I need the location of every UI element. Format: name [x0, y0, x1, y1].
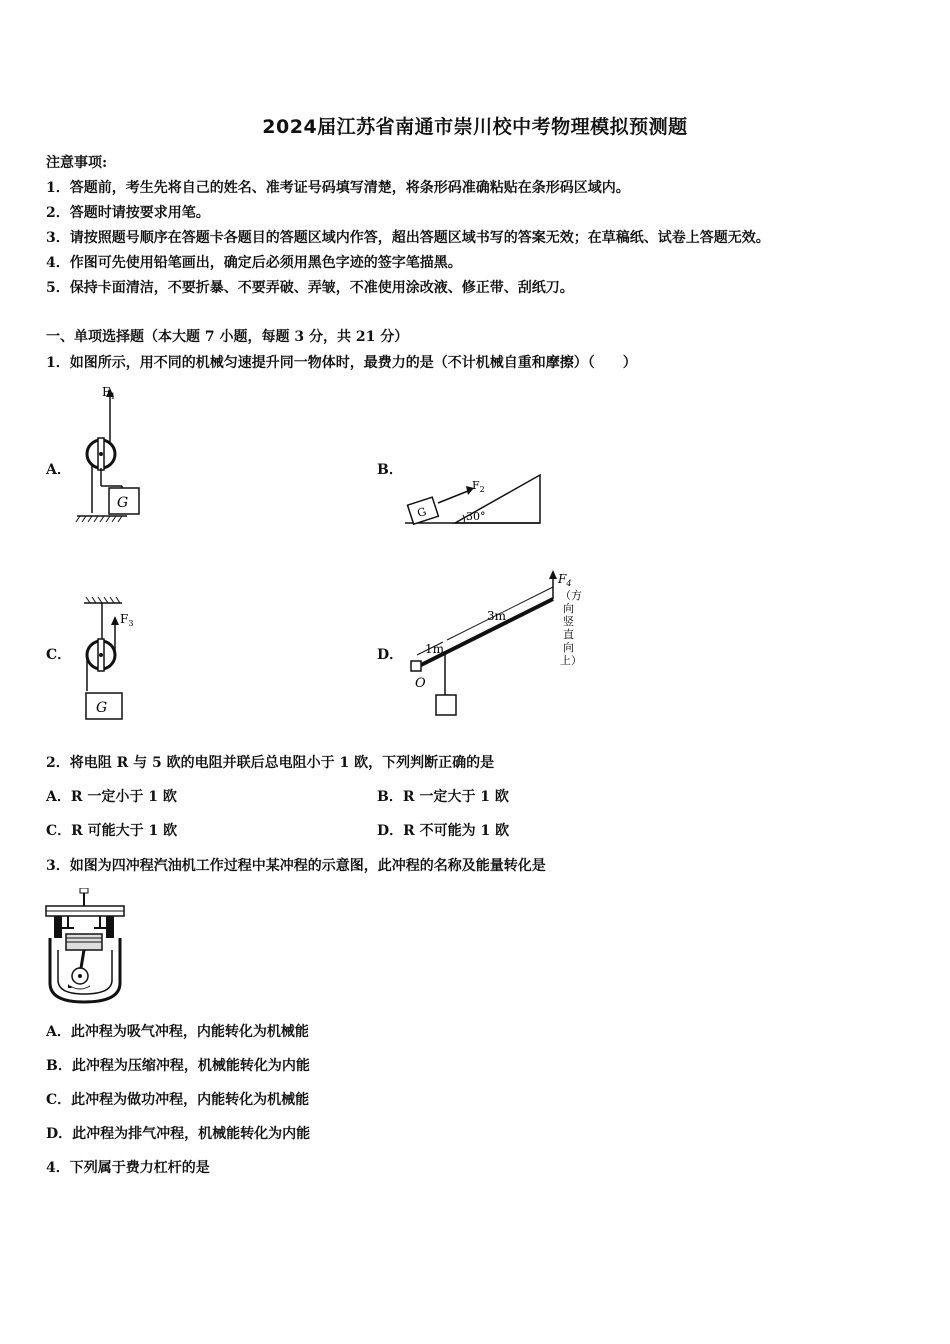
figure-engine-stroke	[44, 888, 126, 1006]
force-note-1: （方	[560, 589, 582, 602]
figure-b-inclined-plane	[400, 465, 545, 530]
q3-option-a: A．此冲程为吸气冲程，内能转化为机械能	[46, 1024, 309, 1040]
figure-c-fixed-pulley	[72, 597, 152, 725]
force-note-3: 竖	[563, 615, 574, 628]
force-note-2: 向	[563, 602, 574, 615]
q3-option-d: D．此冲程为排气冲程，机械能转化为内能	[46, 1126, 311, 1142]
pivot-label: O	[415, 676, 426, 691]
length-short-label: 1m	[425, 642, 445, 656]
force-f2-label: $F_2$	[472, 479, 485, 494]
q2-option-d: D．R 不可能为 1 欧	[377, 823, 510, 839]
force-f3-label: $F_3$	[120, 612, 134, 628]
question-4-stem: 4．下列属于费力杠杆的是	[46, 1160, 210, 1176]
q3-option-c: C．此冲程为做功冲程，内能转化为机械能	[46, 1092, 310, 1108]
weight-label-c: G	[96, 700, 108, 716]
force-f1-label: $F_1$	[102, 385, 116, 401]
length-long-label: 3m	[487, 609, 507, 623]
notice-item-3: 3．请按照题号顺序在答题卡各题目的答题区域内作答，超出答题区域书写的答案无效；在草稿纸、试卷上答题无效。	[46, 230, 770, 246]
weight-block-d	[436, 695, 456, 715]
q1-option-a-label: A．	[46, 462, 71, 478]
figure-d-lever	[405, 565, 585, 725]
weight-label-a: G	[117, 495, 129, 511]
question-2-stem: 2．将电阻 R 与 5 欧的电阻并联后总电阻小于 1 欧，下列判断正确的是	[46, 755, 495, 771]
notice-item-2: 2．答题时请按要求用笔。	[46, 205, 210, 221]
notice-item-4: 4．作图可先使用铅笔画出，确定后必须用黑色字迹的签字笔描黑。	[46, 255, 462, 271]
force-f4-label: $F_4$	[558, 572, 572, 588]
question-1-stem: 1．如图所示，用不同的机械匀速提升同一物体时，最费力的是（不计机械自重和摩擦）（ ）	[46, 355, 637, 371]
force-note-4: 直	[563, 628, 574, 641]
notice-item-5: 5．保持卡面清洁，不要折暴、不要弄破、弄皱，不准使用涂改液、修正带、刮纸刀。	[46, 280, 574, 296]
page-title: 2024届江苏省南通市崇川校中考物理模拟预测题	[262, 116, 688, 138]
q1-option-b-label: B．	[377, 462, 403, 478]
q1-option-d-label: D．	[377, 647, 404, 663]
q2-option-b: B．R 一定大于 1 欧	[377, 789, 509, 805]
notice-heading: 注意事项:	[46, 155, 108, 171]
section-heading: 一、单项选择题（本大题 7 小题，每题 3 分，共 21 分）	[46, 329, 409, 345]
force-note-6: 上）	[560, 654, 582, 667]
q2-option-c: C．R 可能大于 1 欧	[46, 823, 178, 839]
q3-option-b: B．此冲程为压缩冲程，机械能转化为内能	[46, 1058, 310, 1074]
q2-option-a: A．R 一定小于 1 欧	[46, 789, 177, 805]
weight-label-b: G	[415, 505, 429, 521]
figure-a-movable-pulley	[72, 382, 152, 527]
notice-item-1: 1．答题前，考生先将自己的姓名、准考证号码填写清楚，将条形码准确粘贴在条形码区域内。	[46, 180, 630, 196]
question-3-stem: 3．如图为四冲程汽油机工作过程中某冲程的示意图，此冲程的名称及能量转化是	[46, 858, 546, 874]
q1-option-c-label: C．	[46, 647, 72, 663]
force-note-5: 向	[563, 641, 574, 654]
angle-label: 30°	[466, 510, 486, 523]
